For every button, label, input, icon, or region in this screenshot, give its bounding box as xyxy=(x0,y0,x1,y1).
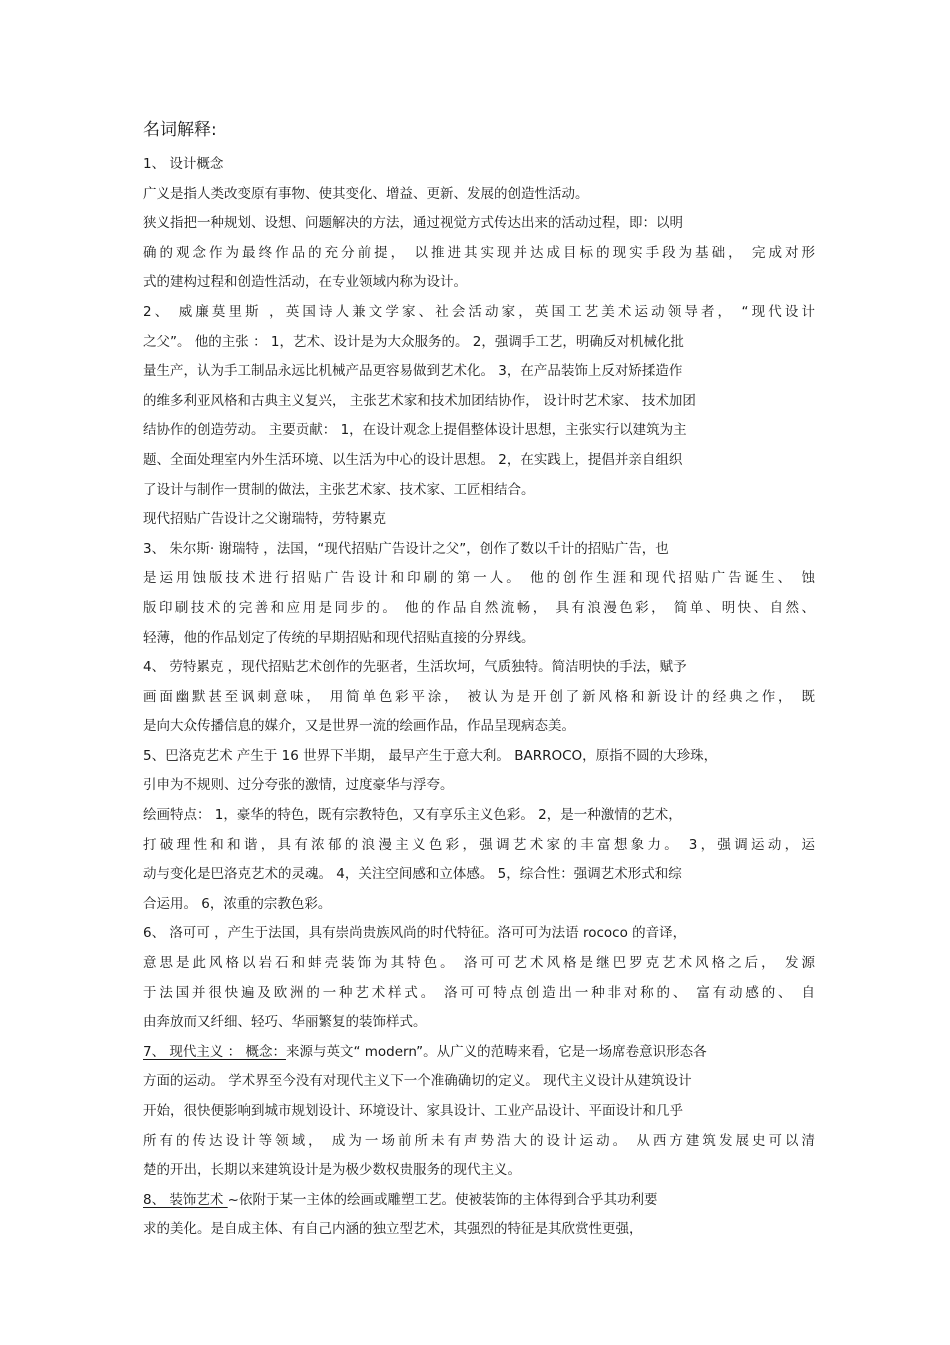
document-body xyxy=(143,150,815,1245)
body-line: 确的观念作为最终作品的充分前提， 以推进其实现并达成目标的现实手段为基础， 完成对形 xyxy=(143,244,815,261)
body-line: 轻薄，他的作品划定了传统的早期招贴和现代招贴直接的分界线。 xyxy=(143,629,535,646)
body-line: 题、全面处理室内外生活环境、以生活为中心的设计思想。 2，在实践上，提倡并亲自组织 xyxy=(143,451,683,468)
body-line: 5、巴洛克艺术 产生于 16 世界下半期， 最早产生于意大利。 BARROCO，原指不圆的大珍珠， xyxy=(143,747,718,764)
body-line: 结协作的创造劳动。 主要贡献： 1，在设计观念上提倡整体设计思想，主张实行以建筑为主 xyxy=(143,422,687,439)
entry-decorative-term: 8、 装饰艺术 xyxy=(143,1191,228,1208)
body-line: 画面幽默甚至讽刺意味， 用简单色彩平涂， 被认为是开创了新风格和新设计的经典之作， 既 xyxy=(143,688,815,705)
body-line: 6、 洛可可 ，产生于法国，具有崇尚贵族风尚的时代特征。洛可可为法语 rococo 的音译， xyxy=(143,925,687,942)
body-line: 4、 劳特累克 ，现代招贴艺术创作的先驱者，生活坎坷，气质独特。简洁明快的手法，赋予 xyxy=(143,659,687,676)
body-line: 式的建构过程和创造性活动，在专业领域内称为设计。 xyxy=(143,274,467,291)
body-line: 2、 威廉莫里斯 ，英国诗人兼文学家、社会活动家，英国工艺美术运动领导者， “现代设计 xyxy=(143,303,815,320)
body-line: 引申为不规则、过分夸张的激情，过度豪华与浮夸。 xyxy=(143,777,454,794)
entry-modernism-term: 7、 现代主义 ： 概念： xyxy=(143,1043,286,1060)
body-line: 的维多利亚风格和古典主义复兴， 主张艺术家和技术加团结协作， 设计时艺术家、 技术加团 xyxy=(143,392,696,409)
entry-modernism-text: 来源与英文“ modern”。从广义的范畴来看，它是一场席卷意识形态各 xyxy=(285,1043,707,1060)
body-line: 意思是此风格以岩石和蚌壳装饰为其特色。 洛可可艺术风格是继巴罗克艺术风格之后， 发源 xyxy=(143,955,815,972)
body-line: 广义是指人类改变原有事物、使其变化、增益、更新、发展的创造性活动。 xyxy=(143,185,589,202)
body-line: 1、 设计概念 xyxy=(143,156,224,172)
body-line: 是运用蚀版技术进行招贴广告设计和印刷的第一人。 他的创作生涯和现代招贴广告诞生、 蚀 xyxy=(143,570,815,587)
body-line: 之父”。 他的主张 ： 1，艺术、设计是为大众服务的。 2，强调手工艺，明确反对机械化批 xyxy=(143,333,684,350)
body-line: 现代招贴广告设计之父谢瑞特，劳特累克 xyxy=(143,511,386,528)
entry-decorative-text: ~依附于某一主体的绘画或雕塑工艺。使被装饰的主体得到合乎其功利要 xyxy=(227,1191,658,1208)
body-line: 了设计与制作一贯制的做法，主张艺术家、技术家、工匠相结合。 xyxy=(143,481,535,498)
body-lines xyxy=(143,150,815,1038)
entry-modernism-line: 方面的运动。 学术界至今没有对现代主义下一个准确确切的定义。 现代主义设计从建筑设计 xyxy=(143,1073,692,1090)
entry-modernism-line: 开始，很快便影响到城市规划设计、环境设计、家具设计、工业产品设计、平面设计和几乎 xyxy=(143,1103,683,1119)
entry-modernism-line: 楚的开出，长期以来建筑设计是为极少数权贵服务的现代主义。 xyxy=(143,1162,521,1179)
body-line: 由奔放而又纤细、轻巧、华丽繁复的装饰样式。 xyxy=(143,1014,427,1031)
body-line: 狭义指把一种规划、设想、问题解决的方法，通过视觉方式传达出来的活动过程，即：以明 xyxy=(143,215,683,232)
body-line: 打破理性和和谐，具有浓郁的浪漫主义色彩，强调艺术家的丰富想象力。 3，强调运动，运 xyxy=(143,836,815,853)
entry-decorative-first-line xyxy=(143,1186,815,1216)
body-line: 是向大众传播信息的媒介，又是世界一流的绘画作品，作品呈现病态美。 xyxy=(143,718,575,735)
entry-modernism-first-line xyxy=(143,1038,815,1068)
body-line: 3、 朱尔斯· 谢瑞特 ，法国，“现代招贴广告设计之父”，创作了数以千计的招贴广告，也 xyxy=(143,540,669,557)
body-line: 于法国并很快遍及欧洲的一种艺术样式。 洛可可特点创造出一种非对称的、 富有动感的、 自 xyxy=(143,984,815,1001)
body-line: 版印刷技术的完善和应用是同步的。 他的作品自然流畅， 具有浪漫色彩， 简单、明快、自然、 xyxy=(143,599,815,616)
body-line: 合运用。 6，浓重的宗教色彩。 xyxy=(143,895,332,912)
body-line: 量生产，认为手工制品永远比机械产品更容易做到艺术化。 3，在产品装饰上反对矫揉造作 xyxy=(143,363,683,380)
body-line: 动与变化是巴洛克艺术的灵魂。 4，关注空间感和立体感。 5，综合性：强调艺术形式和综 xyxy=(143,866,682,883)
body-line: 绘画特点： 1，豪华的特色，既有宗教特色，又有享乐主义色彩。 2，是一种激情的艺术， xyxy=(143,807,682,824)
entry-decorative-line: 求的美化。是自成主体、有自己内涵的独立型艺术，其强烈的特征是其欣赏性更强， xyxy=(143,1221,643,1238)
section-heading: 名词解释: xyxy=(143,120,217,140)
entry-modernism-line: 所有的传达设计等领域， 成为一场前所未有声势浩大的设计运动。 从西方建筑发展史可以清 xyxy=(143,1132,815,1149)
